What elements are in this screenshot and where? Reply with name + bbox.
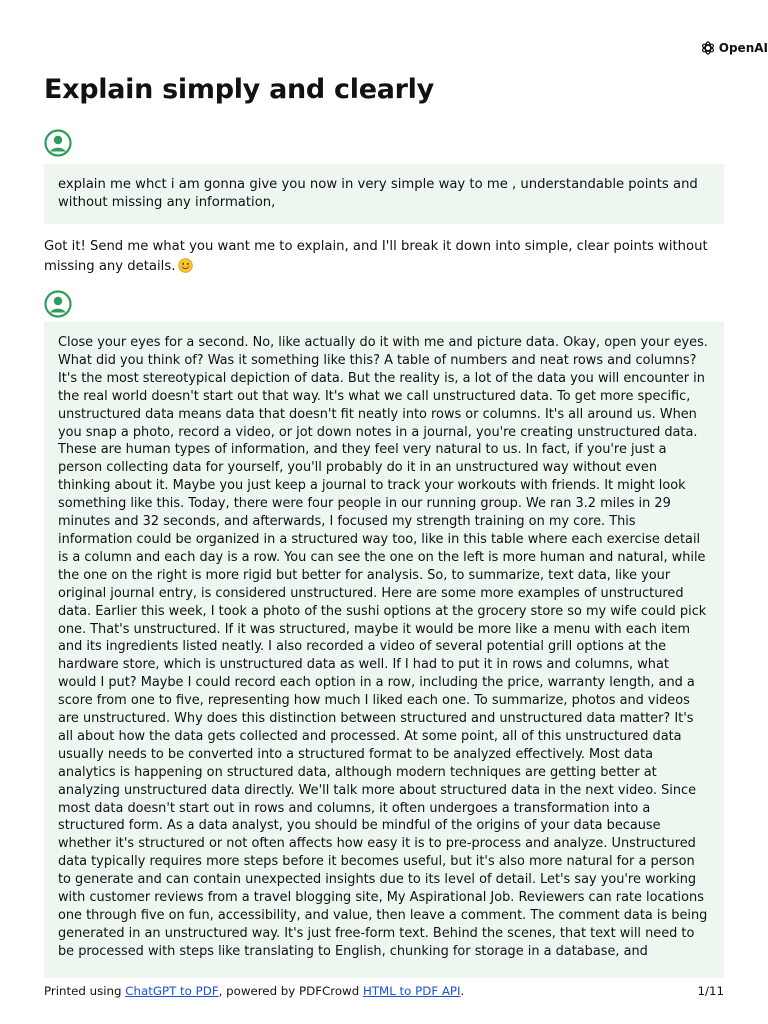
user-avatar (44, 129, 72, 157)
user-avatar-icon (44, 129, 72, 157)
user-avatar-icon (44, 290, 72, 318)
smiling-face-icon (178, 258, 193, 273)
chatgpt-to-pdf-link[interactable]: ChatGPT to PDF (125, 984, 219, 998)
footer-powered-by: , powered by PDFCrowd (218, 984, 360, 998)
page-number: 1/11 (697, 984, 724, 998)
assistant-message (44, 237, 724, 276)
page-title: Explain simply and clearly (44, 74, 434, 105)
openai-logo-icon (700, 40, 716, 56)
footer-end: . (460, 984, 465, 998)
user-message-1 (44, 164, 724, 224)
user-avatar (44, 290, 72, 318)
user-message-2 (44, 322, 724, 978)
user-message-text: Close your eyes for a second. No, like actually do it with me and picture data. Okay, open your eyes. What did you think of? Was it something like this? A table of numbers and neat rows and columns? It's the most stereotypical depiction of data. But the reality is, a lot of the data you will encounter in the real world doesn't start out that way. It's what we call unstructured data. To get more specific, unstructured data means data that doesn't fit neatly into rows or columns. It's all around us. When you snap a photo, record a video, or jot down notes in a journal, you're creating unstructured data. These are human types of information, and they feel very natural to us. In fact, if you're just a person collecting data for yourself, you'll probably do it in an unstructured way without even thinking about it. Maybe you just keep a journal to track your workouts with friends. It might look something like this. Today, there were four people in our running group. We ran 3.2 miles in 29 minutes and 32 seconds, and afterwards, I focused my strength training on my core. This information could be organized in a structured way too, like in this table where each exercise detail is a column and each day is a row. You can see the one on the left is more human and natural, while the one on the right is more rigid but better for analysis. So, to summarize, text data, like your original journal entry, is considered unstructured. Here are some more examples of unstructured data. Earlier this week, I took a photo of the sushi options at the grocery store so my wife could pick one. That's unstructured. If it was structured, maybe it would be more like a menu with each item and its ingredients listed neatly. I also recorded a video of several potential grill options at the hardware store, which is unstructured data as well. If I had to put it in rows and columns, what would I put? Maybe I could record each option in a row, including the price, warranty length, and a score from one to five, representing how much I liked each one. To summarize, photos and videos are unstructured. Why does this distinction between structured and unstructured data matter? It's all about how the data gets collected and processed. At some point, all of this unstructured data usually needs to be converted into a structured format to be analyzed effectively. Most data analytics is happening on structured data, although modern techniques are getting better at analyzing unstructured data directly. We'll talk more about structured data in the next video. Since most data doesn't start out in rows and columns, it often undergoes a transformation into a structured form. As a data analyst, you should be mindful of the origins of your data because whether it's structured or not often affects how easy it is to pre-process and analyze. Unstructured data typically requires more steps before it becomes useful, but it's also more natural for a person to generate and can contain unexpected insights due to its level of detail. Let's say you're working with customer reviews from a travel blogging site, My Aspirational Job. Reviewers can rate locations one through five on fun, accessibility, and value, then leave a comment. The comment data is being generated in an unstructured way. It's just free-form text. Behind the scenes, that text will need to be processed with steps like translating to English, chunking for storage in a database, and (58, 335, 708, 959)
html-to-pdf-api-link[interactable]: HTML to PDF API (362, 984, 461, 998)
footer-credits (44, 984, 464, 998)
page-footer (44, 984, 724, 998)
openai-brand (700, 40, 768, 56)
brand-name: OpenAI (718, 41, 768, 55)
user-message-text: explain me whct i am gonna give you now in very simple way to me , understandable points and without missing any information, (58, 177, 698, 210)
assistant-message-text: Got it! Send me what you want me to explain, and I'll break it down into simple, clear points without missing any details. (44, 239, 708, 274)
footer-printed-using: Printed using (44, 984, 122, 998)
